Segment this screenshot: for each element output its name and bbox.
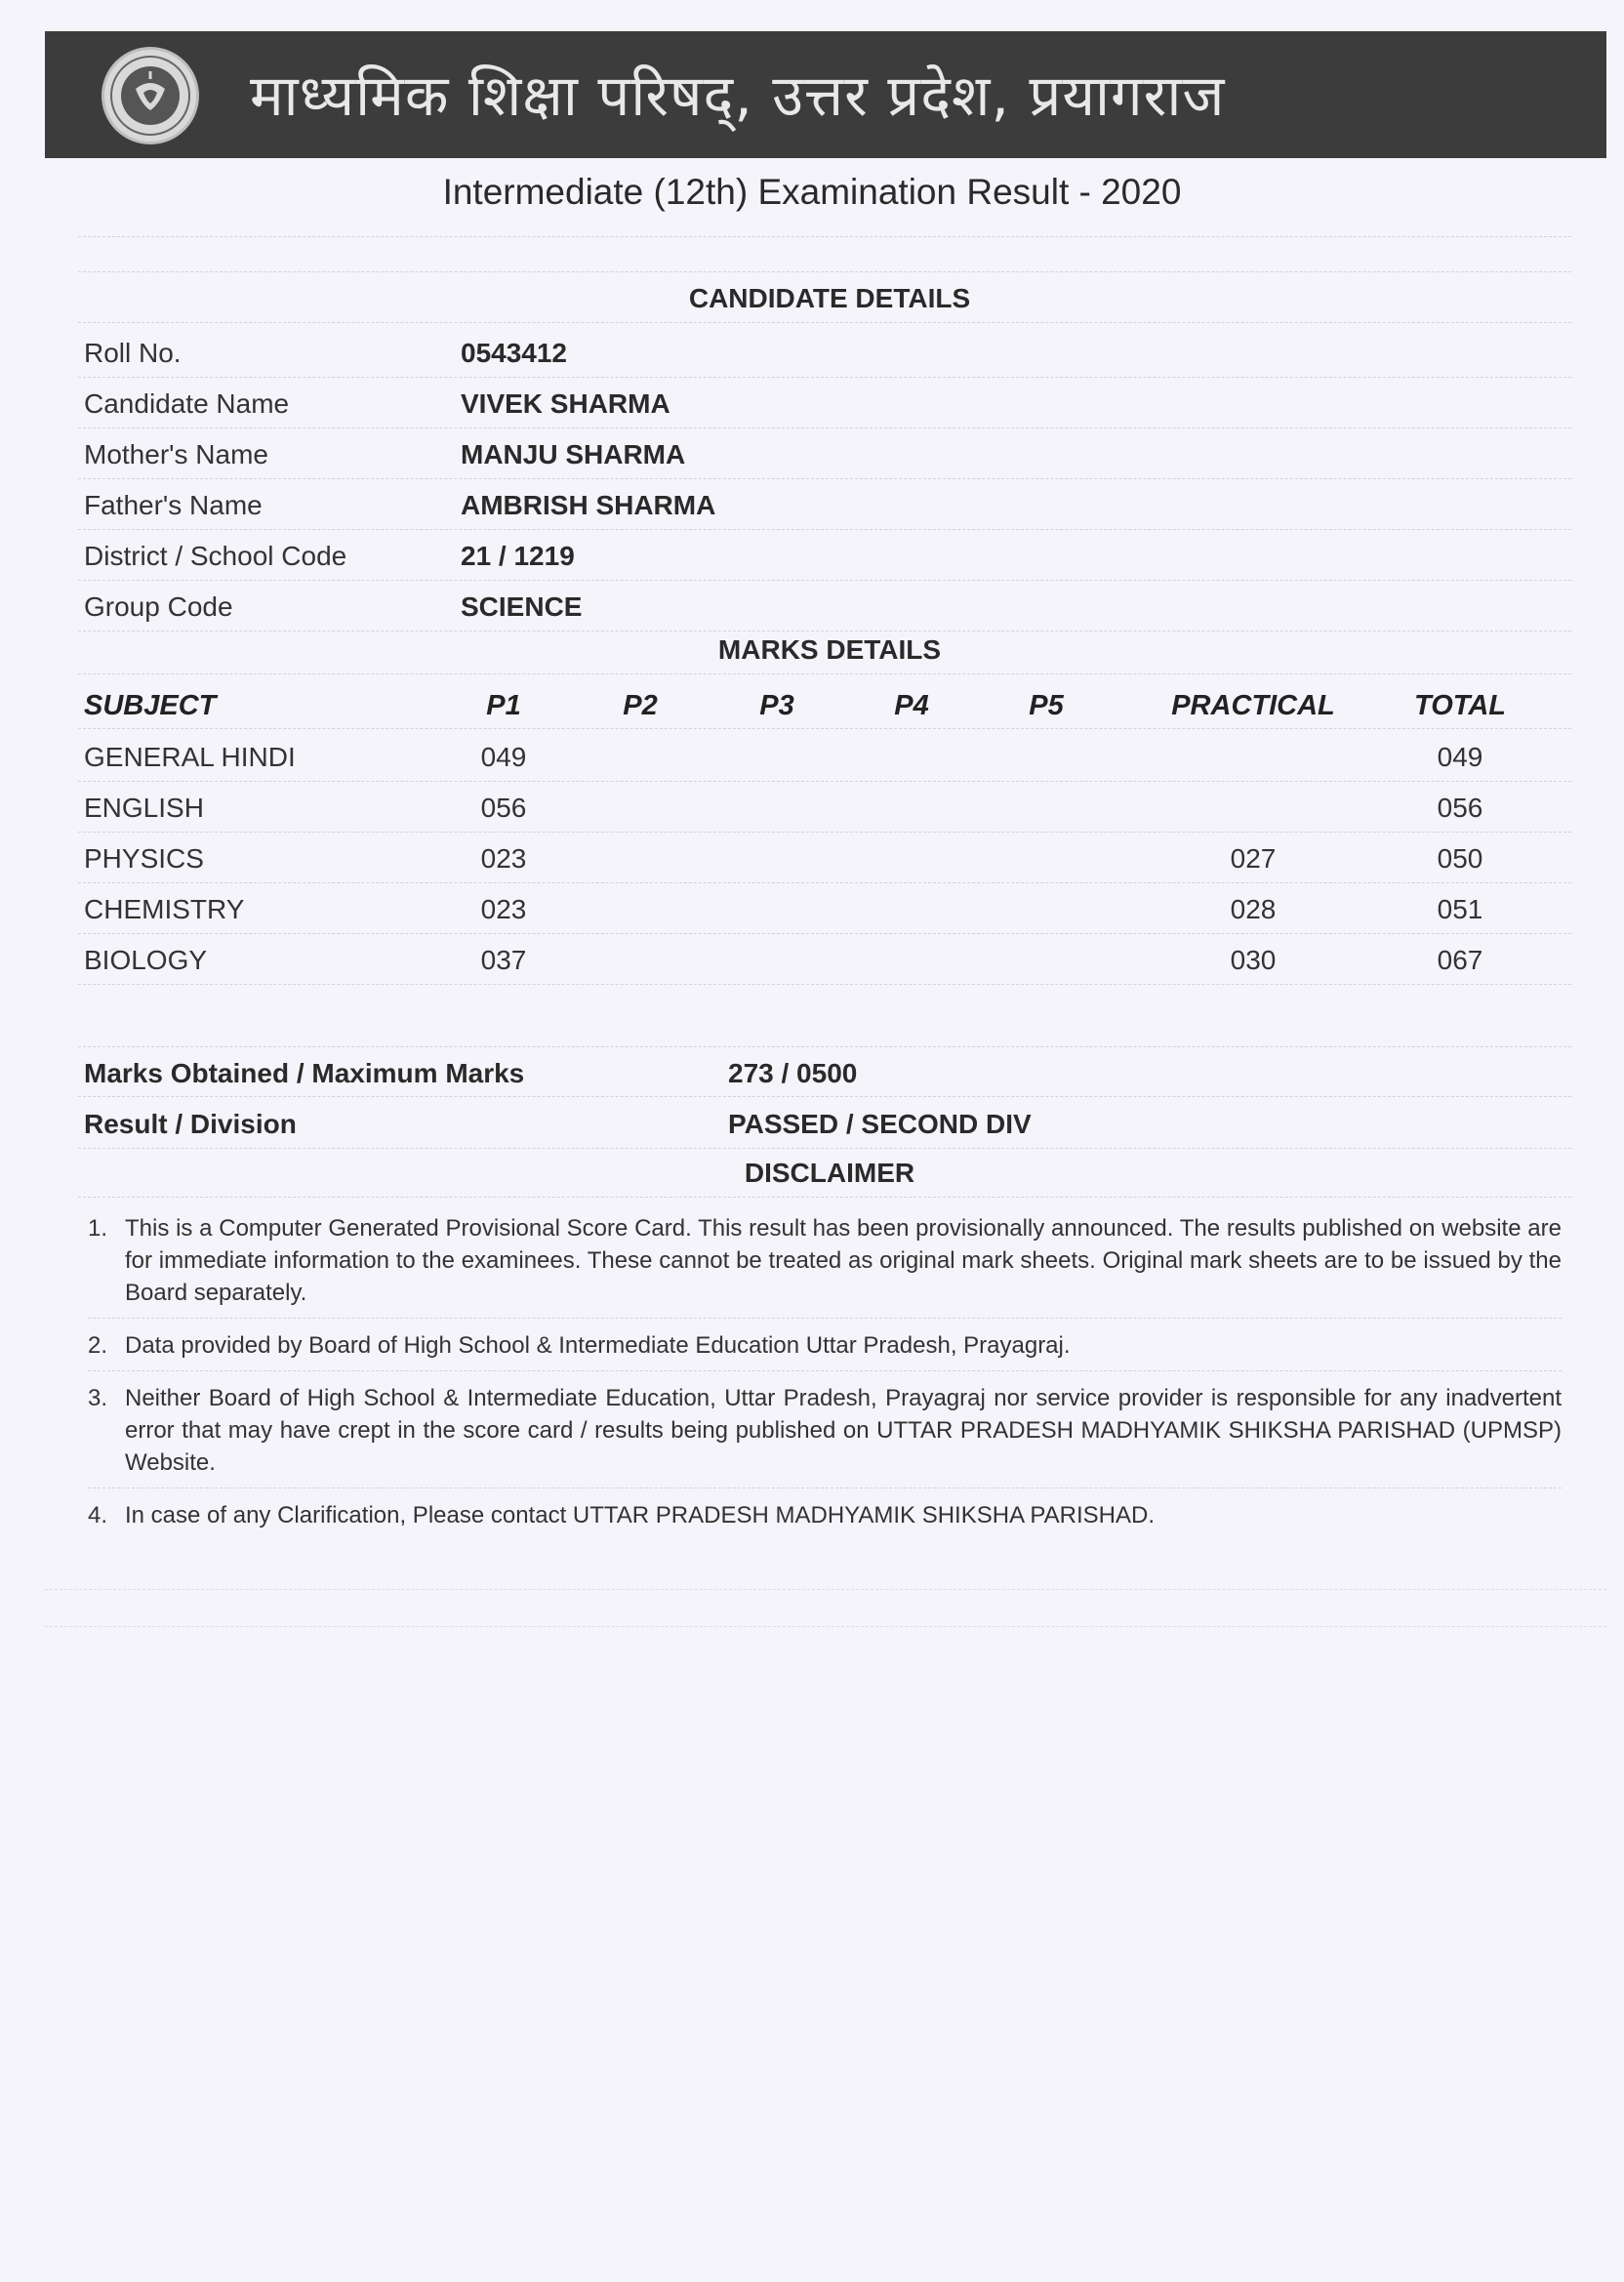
cell-subject: ENGLISH (84, 793, 204, 823)
candidate-detail-row (84, 377, 1577, 428)
disclaimer-list (88, 1212, 1562, 1531)
divider (78, 728, 1571, 729)
divider (78, 673, 1571, 674)
divider (45, 1626, 1606, 1627)
header-total: TOTAL (1414, 690, 1506, 721)
header-p3: P3 (759, 690, 794, 721)
disclaimer-text: Data provided by Board of High School & Intermediate Education Uttar Pradesh, Prayagraj. (125, 1332, 1071, 1359)
detail-value: MANJU SHARMA (461, 439, 686, 469)
header-p4: P4 (894, 690, 929, 721)
disclaimer-text: In case of any Clarification, Please contact UTTAR PRADESH MADHYAMIK SHIKSHA PARISHAD. (125, 1502, 1156, 1528)
cell-p1: 049 (480, 742, 527, 772)
disclaimer-item (88, 1329, 1562, 1362)
candidate-detail-row (84, 326, 1577, 377)
cell-total: 051 (1437, 894, 1483, 924)
disclaimer-heading: DISCLAIMER (744, 1158, 915, 1188)
disclaimer-number: 4. (88, 1502, 108, 1528)
cell-total: 067 (1437, 945, 1483, 975)
result-label: Result / Division (84, 1109, 297, 1139)
header-p1: P1 (486, 690, 521, 721)
detail-label: Father's Name (84, 490, 263, 520)
disclaimer-item (88, 1499, 1562, 1531)
divider (45, 1589, 1606, 1590)
page-title: Intermediate (12th) Examination Result - 2020 (442, 172, 1182, 212)
divider (78, 984, 1571, 985)
detail-label: Roll No. (84, 338, 182, 368)
cell-p1: 023 (480, 843, 527, 874)
divider (78, 322, 1571, 323)
result-value: PASSED / SECOND DIV (728, 1109, 1032, 1139)
disclaimer-text: This is a Computer Generated Provisional Score Card. This result has been provisionally announced. The results published on website are for immediate information to the examinees. These cannot be treated as original mark sheets. Original mark sheets are to be issued by the Board separately. (125, 1215, 1562, 1306)
detail-value: AMBRISH SHARMA (461, 490, 716, 520)
detail-value: 0543412 (461, 338, 568, 368)
header-subject: SUBJECT (84, 690, 217, 721)
divider (88, 1318, 1562, 1319)
cell-practical: 027 (1230, 843, 1277, 874)
disclaimer-number: 1. (88, 1215, 108, 1242)
cell-practical: 030 (1230, 945, 1277, 975)
detail-value: 21 / 1219 (461, 541, 575, 571)
cell-total: 049 (1437, 742, 1483, 772)
cell-subject: GENERAL HINDI (84, 742, 296, 772)
cell-subject: CHEMISTRY (84, 894, 245, 924)
detail-value: VIVEK SHARMA (461, 388, 670, 419)
detail-label: District / School Code (84, 541, 347, 571)
result-row (84, 1097, 1577, 1148)
table-row (84, 933, 1577, 984)
cell-subject: BIOLOGY (84, 945, 208, 975)
divider (78, 271, 1571, 272)
marks-table-header (84, 678, 1577, 729)
disclaimer-number: 3. (88, 1385, 108, 1411)
cell-subject: PHYSICS (84, 843, 204, 874)
table-row (84, 781, 1577, 832)
table-row (84, 832, 1577, 882)
disclaimer-item (88, 1212, 1562, 1309)
up-government-emblem-icon (102, 47, 199, 144)
detail-label: Mother's Name (84, 439, 268, 469)
cell-p1: 023 (480, 894, 527, 924)
divider (78, 236, 1571, 237)
marks-obtained-value: 273 / 0500 (728, 1058, 858, 1088)
detail-label: Candidate Name (84, 388, 290, 419)
detail-label: Group Code (84, 591, 233, 622)
disclaimer-text: Neither Board of High School & Intermediate Education, Uttar Pradesh, Prayagraj nor service provider is responsible for any inadvertent error that may have crept in the score card / results being published on UTTAR PRADESH MADHYAMIK SHIKSHA PARISHAD (UPMSP) Website. (125, 1385, 1562, 1476)
header-p2: P2 (623, 690, 658, 721)
divider (88, 1370, 1562, 1371)
candidate-detail-row (84, 580, 1577, 631)
candidate-detail-row (84, 428, 1577, 478)
divider (88, 1487, 1562, 1488)
table-row (84, 882, 1577, 933)
divider (78, 631, 1571, 632)
detail-value: SCIENCE (461, 591, 583, 622)
candidate-detail-row (84, 529, 1577, 580)
cell-total: 050 (1437, 843, 1483, 874)
board-title-hindi: माध्यमिक शिक्षा परिषद्, उत्तर प्रदेश, प्रयागराज (250, 62, 1226, 129)
divider (78, 1197, 1571, 1198)
cell-practical: 028 (1230, 894, 1277, 924)
disclaimer-number: 2. (88, 1332, 108, 1359)
header-p5: P5 (1029, 690, 1064, 721)
table-row (84, 730, 1577, 781)
candidate-detail-row (84, 478, 1577, 529)
header-practical: PRACTICAL (1171, 690, 1335, 721)
disclaimer-item (88, 1382, 1562, 1479)
marks-details-heading: MARKS DETAILS (717, 634, 942, 665)
marks-obtained-label: Marks Obtained / Maximum Marks (84, 1058, 525, 1088)
cell-p1: 056 (480, 793, 527, 823)
cell-total: 056 (1437, 793, 1483, 823)
candidate-details-heading: CANDIDATE DETAILS (688, 283, 971, 313)
header-banner (45, 31, 1606, 158)
cell-p1: 037 (480, 945, 527, 975)
marks-summary-row (84, 1046, 1577, 1097)
divider (78, 1148, 1571, 1149)
